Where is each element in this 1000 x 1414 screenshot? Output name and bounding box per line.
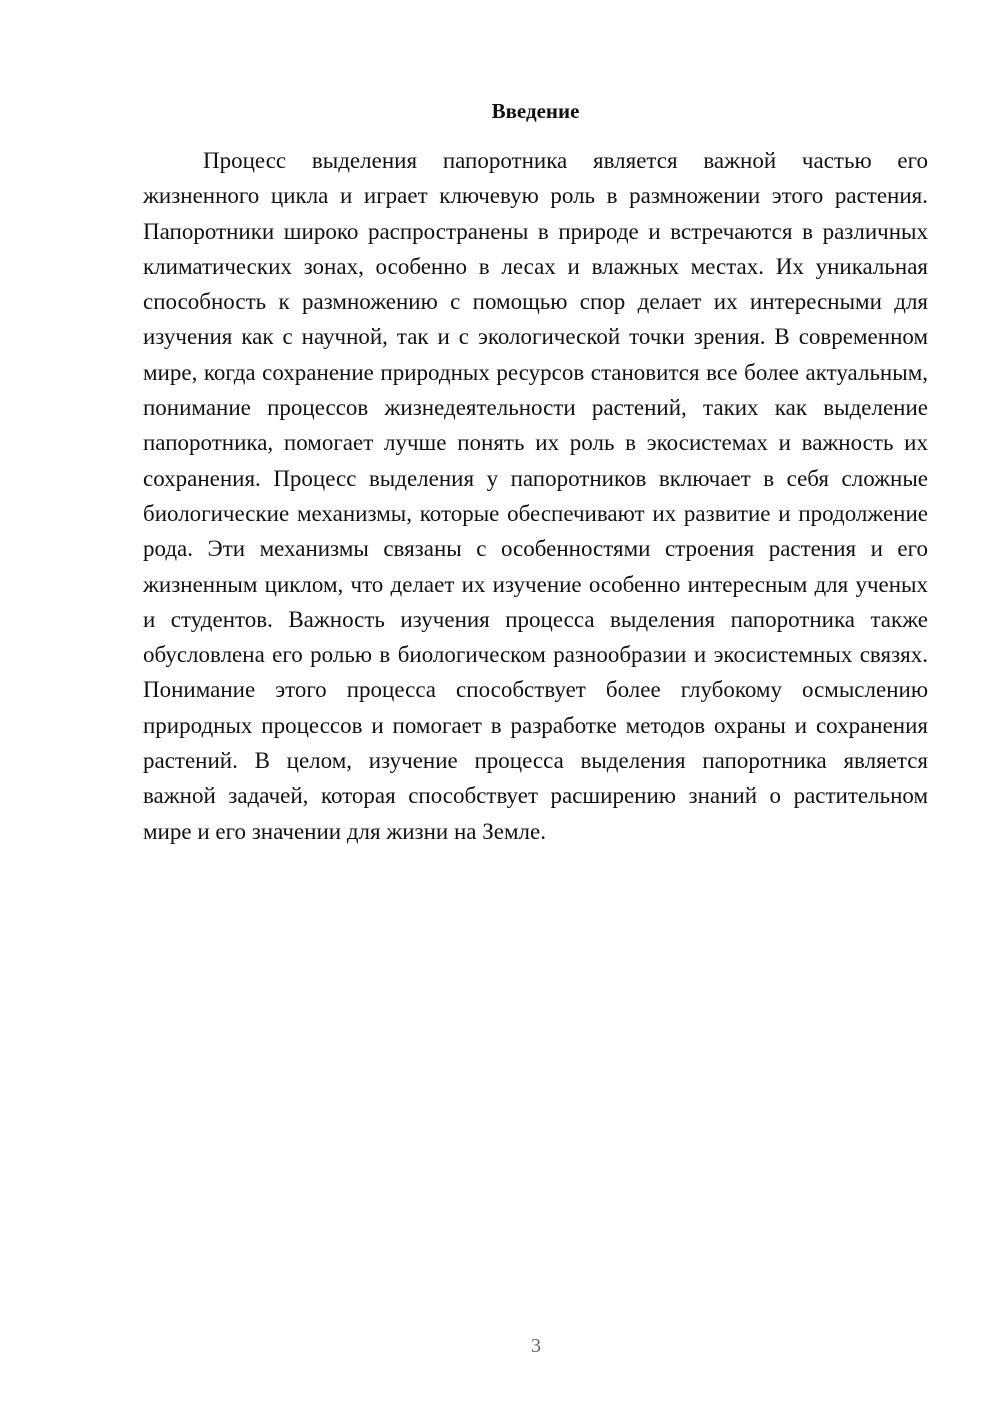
page-number: 3 bbox=[531, 1335, 541, 1357]
intro-paragraph: Процесс выделения папоротника является важной частью его жизненного цикла и играет ключевую роль в размножении этого растения. Папоротники широко распространены в природе и встречаются в различных климатических зонах, особенно в лесах и влажных местах. Их уникальная способность к размножению с помощью спор делает их интересными для изучения как с научной, так и с экологической точки зрения. В современном мире, когда сохранение природных ресурсов становится все более актуальным, понимание процессов жизнедеятельности растений, таких как выделение папоротника, помогает лучше понять их роль в экосистемах и важность их сохранения. Процесс выделения у папоротников включает в себя сложные биологические механизмы, которые обеспечивают их развитие и продолжение рода. Эти механизмы связаны с особенностями строения растения и его жизненным циклом, что делает их изучение особенно интересным для ученых и студентов. Важность изучения процесса выделения папоротника также обусловлена его ролью в биологическом разнообразии и экосистемных связях. Понимание этого процесса способствует более глубокому осмыслению природных процессов и помогает в разработке методов охраны и сохранения растений. В целом, изучение процесса выделения папоротника является важной задачей, которая способствует расширению знаний о растительном мире и его значении для жизни на Земле. bbox=[143, 148, 928, 844]
section-heading: Введение bbox=[491, 99, 580, 123]
